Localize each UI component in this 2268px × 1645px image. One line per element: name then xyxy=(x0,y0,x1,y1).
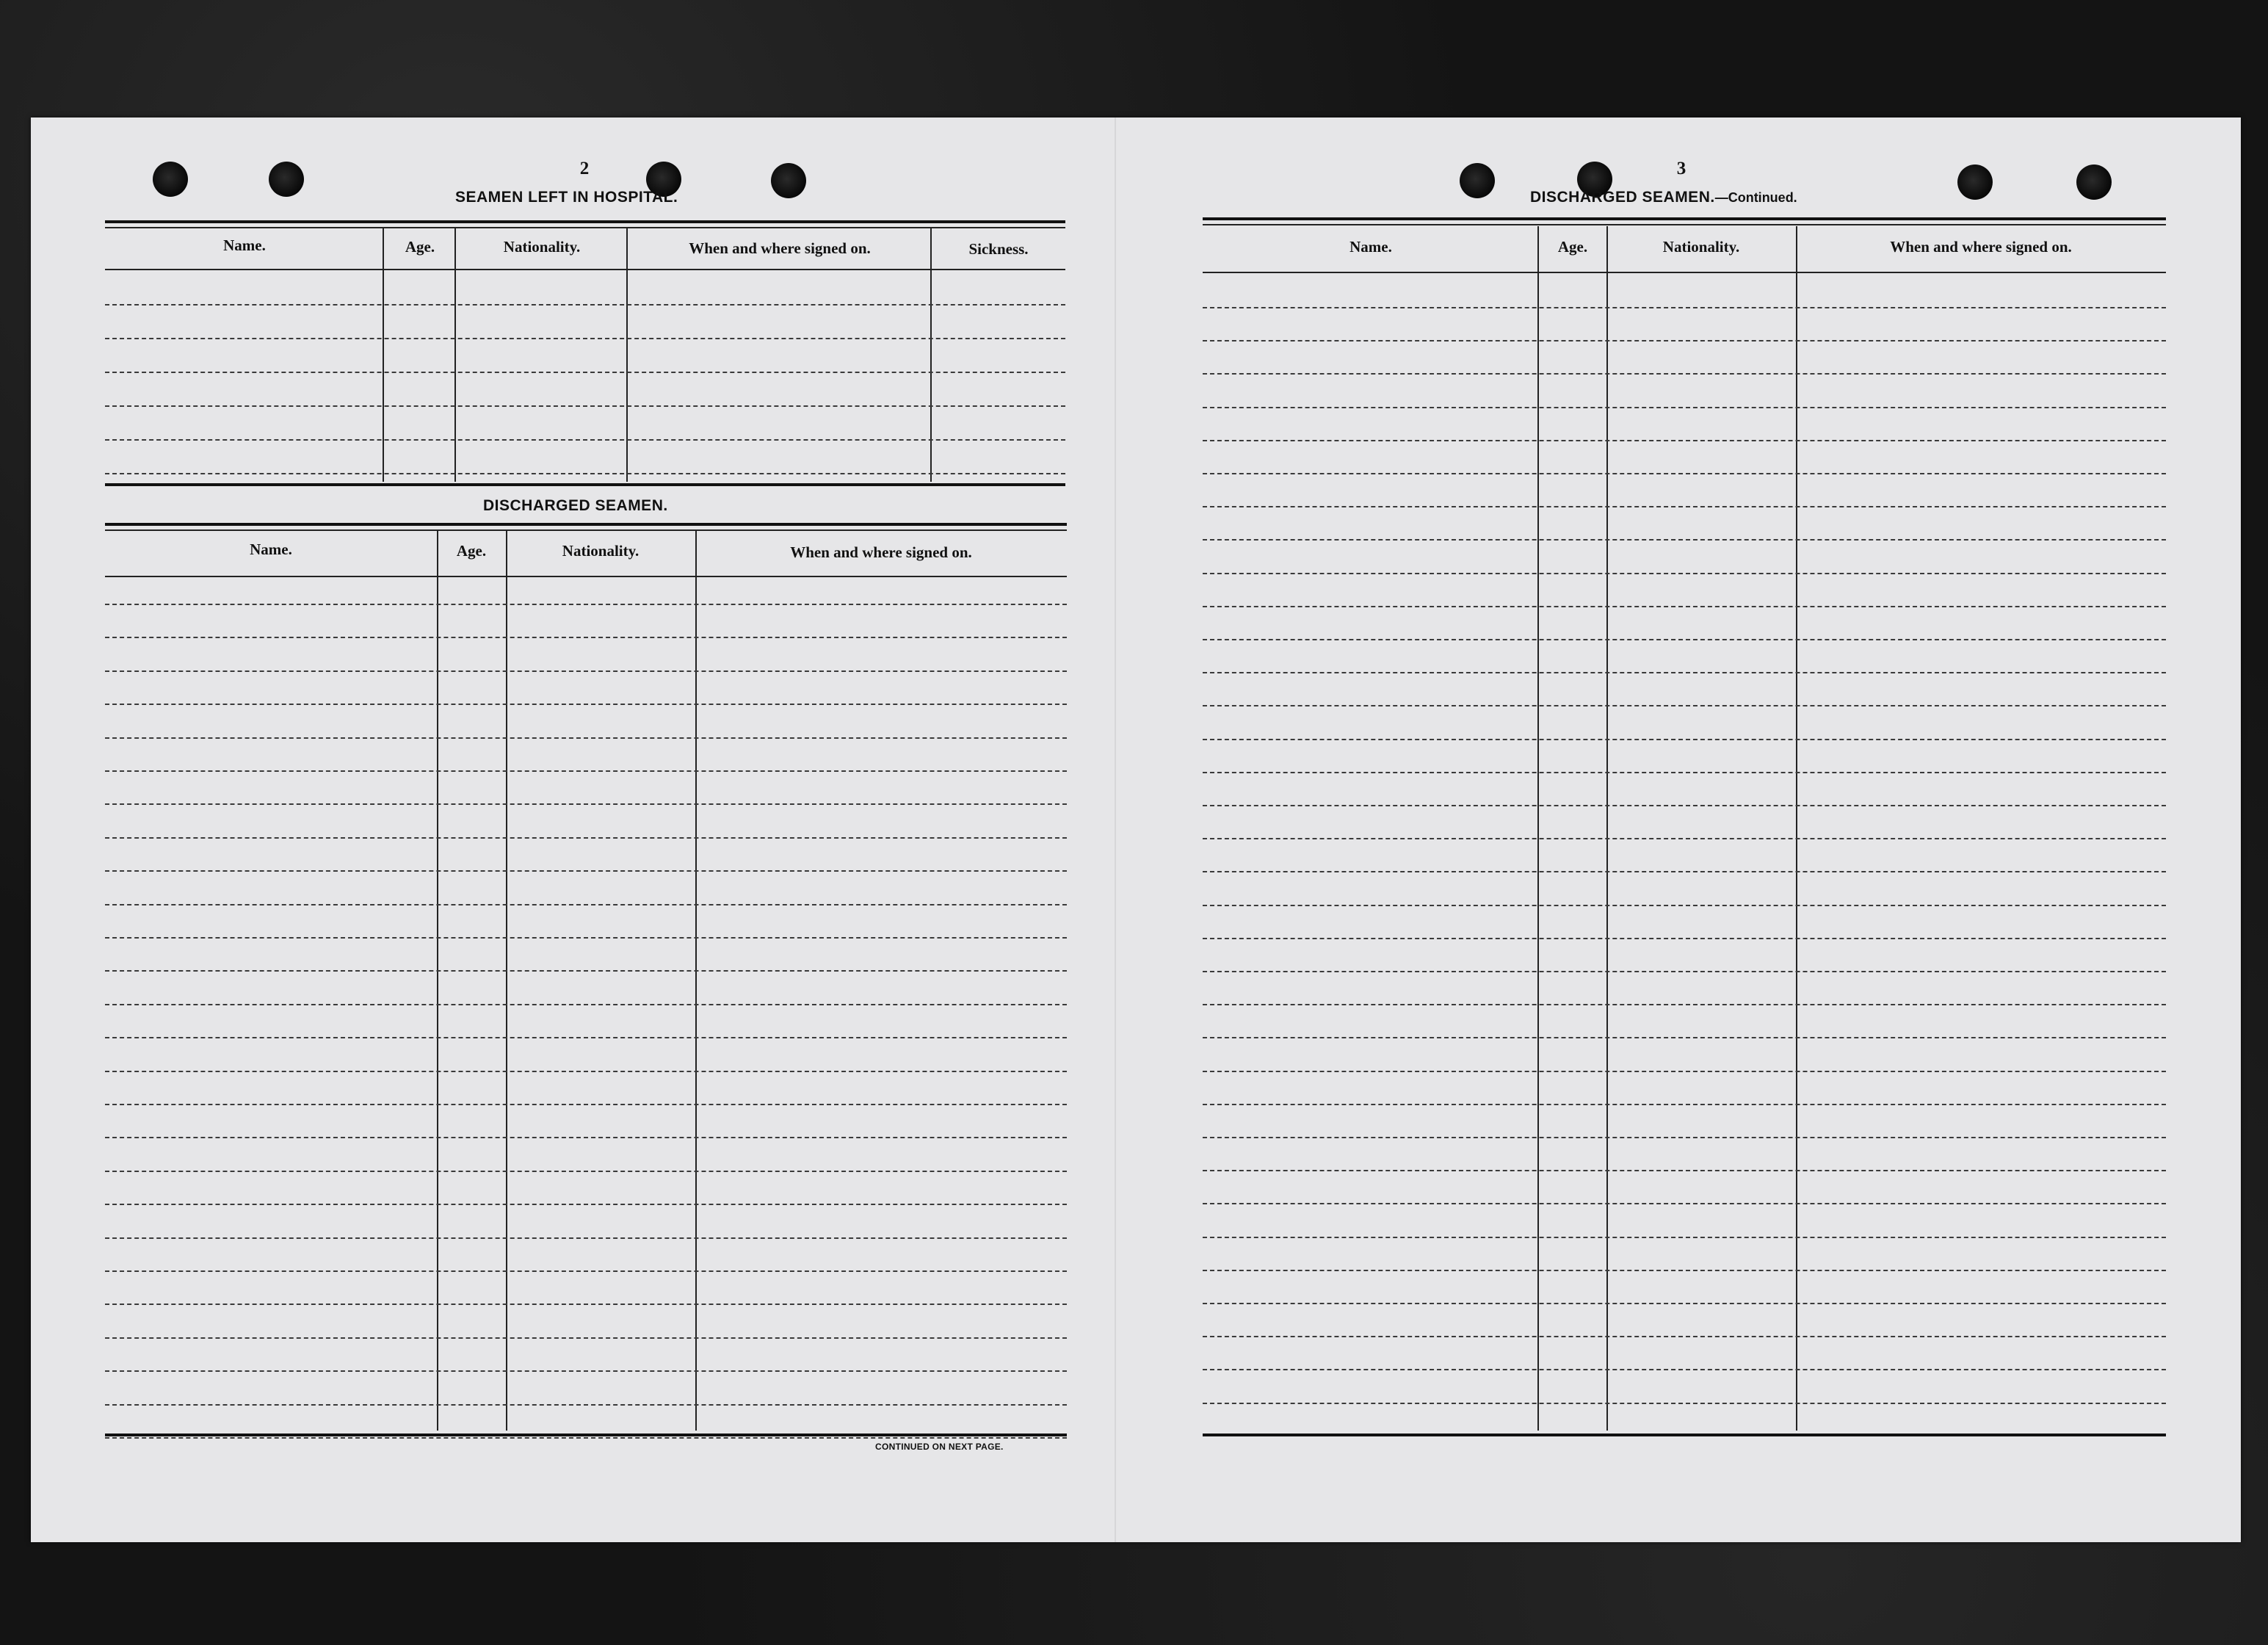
entry-row-line xyxy=(1203,871,2166,872)
entry-row-line xyxy=(1203,905,2166,906)
hospital-col-age: Age. xyxy=(405,238,435,256)
entry-row-line xyxy=(1203,971,2166,972)
entry-row-line xyxy=(1203,1237,2166,1238)
entry-row-line xyxy=(1203,573,2166,574)
hospital-row-line xyxy=(105,372,1065,373)
entry-row-line xyxy=(1203,606,2166,607)
hospital-col-nationality: Nationality. xyxy=(503,238,581,256)
table-top-rule-inner xyxy=(1203,224,2166,225)
entry-row-line xyxy=(105,604,1067,605)
entry-row-line xyxy=(105,1237,1067,1239)
discharged-continued-title-suffix: —Continued. xyxy=(1714,190,1797,205)
continued-col-nationality: Nationality. xyxy=(1662,238,1740,256)
hospital-header-rule xyxy=(105,269,1065,270)
entry-row-line xyxy=(1203,672,2166,673)
continued-col-name: Name. xyxy=(1349,238,1392,256)
discharged-col-signed-on: When and where signed on. xyxy=(790,543,972,561)
entry-row-line xyxy=(1203,1203,2166,1204)
entry-row-line xyxy=(105,770,1067,772)
entry-row-line xyxy=(1203,373,2166,375)
entry-row-line xyxy=(105,637,1067,638)
entry-row-line xyxy=(1203,805,2166,806)
discharged-header-rule xyxy=(105,576,1067,577)
continued-bottom-rule xyxy=(1203,1434,2166,1436)
discharged-bottom-rule xyxy=(105,1434,1067,1436)
continued-col-signed-on: When and where signed on. xyxy=(1890,238,2072,256)
entry-row-line xyxy=(1203,1170,2166,1171)
entry-row-line xyxy=(1203,307,2166,308)
entry-row-line xyxy=(1203,1369,2166,1370)
punch-hole-7 xyxy=(1957,164,1993,200)
page-fold xyxy=(1115,118,1116,1542)
entry-row-line xyxy=(105,803,1067,805)
continued-header-rule xyxy=(1203,272,2166,273)
entry-row-line xyxy=(1203,506,2166,507)
hospital-row-line xyxy=(105,304,1065,306)
entry-row-line xyxy=(105,704,1067,705)
table-top-rule xyxy=(105,523,1067,526)
entry-row-line xyxy=(105,1404,1067,1406)
discharged-table-right xyxy=(1203,217,2166,1439)
entry-row-line xyxy=(105,1204,1067,1205)
entry-row-line xyxy=(1203,705,2166,706)
entry-row-line xyxy=(1203,1004,2166,1005)
discharged-continued-title-main: DISCHARGED SEAMEN. xyxy=(1530,189,1715,206)
discharged-divider-1 xyxy=(437,530,438,1431)
entry-row-line xyxy=(105,670,1067,672)
punch-hole-2 xyxy=(269,162,304,197)
continued-note: CONTINUED ON NEXT PAGE. xyxy=(875,1442,1004,1452)
entry-row-line xyxy=(105,1270,1067,1272)
entry-row-line xyxy=(105,937,1067,939)
entry-row-line xyxy=(1203,938,2166,939)
entry-row-line xyxy=(1203,1037,2166,1038)
discharged-table-left xyxy=(105,523,1067,1438)
left-page-number: 2 xyxy=(579,159,590,178)
hospital-divider-4 xyxy=(930,228,932,482)
hospital-bottom-rule xyxy=(105,483,1065,486)
discharged-continued-title xyxy=(1530,189,1797,206)
discharged-col-name: Name. xyxy=(250,540,292,558)
entry-row-line xyxy=(105,1370,1067,1372)
hospital-row-line xyxy=(105,405,1065,407)
discharged-section-title: DISCHARGED SEAMEN. xyxy=(483,497,668,514)
hospital-table xyxy=(105,220,1065,489)
table-top-rule xyxy=(105,220,1065,223)
entry-row-line xyxy=(1203,1104,2166,1105)
hospital-divider-1 xyxy=(383,228,384,482)
discharged-divider-2 xyxy=(506,530,507,1431)
punch-hole-8 xyxy=(2076,164,2112,200)
right-page-number: 3 xyxy=(1676,159,1686,178)
entry-row-line xyxy=(1203,772,2166,773)
entry-row-line xyxy=(105,1171,1067,1172)
hospital-col-sickness: Sickness. xyxy=(968,240,1029,258)
entry-row-line xyxy=(1203,739,2166,740)
discharged-divider-3 xyxy=(695,530,697,1431)
entry-row-line xyxy=(1203,340,2166,341)
entry-row-line xyxy=(1203,1071,2166,1072)
table-top-rule-inner xyxy=(105,227,1065,228)
entry-row-line xyxy=(1203,1303,2166,1304)
entry-row-line xyxy=(105,1004,1067,1005)
entry-row-line xyxy=(105,970,1067,972)
entry-row-line xyxy=(1203,639,2166,640)
table-top-rule-inner xyxy=(105,529,1067,531)
hospital-divider-3 xyxy=(626,228,628,482)
hospital-divider-2 xyxy=(454,228,456,482)
hospital-col-name: Name. xyxy=(223,236,266,254)
punch-hole-1 xyxy=(153,162,188,197)
punch-hole-4 xyxy=(771,163,806,198)
hospital-row-line xyxy=(105,439,1065,441)
entry-row-line xyxy=(105,837,1067,839)
hospital-section-title: SEAMEN LEFT IN HOSPITAL. xyxy=(455,189,678,206)
continued-col-age: Age. xyxy=(1557,238,1588,256)
entry-row-line xyxy=(1203,1270,2166,1271)
entry-row-line xyxy=(105,1437,1067,1439)
entry-row-line xyxy=(105,1137,1067,1138)
entry-row-line xyxy=(1203,407,2166,408)
entry-row-line xyxy=(105,870,1067,872)
entry-row-line xyxy=(105,1104,1067,1105)
entry-row-line xyxy=(105,1304,1067,1305)
entry-row-line xyxy=(1203,473,2166,474)
entry-row-line xyxy=(105,904,1067,905)
entry-row-line xyxy=(1203,539,2166,540)
hospital-col-signed-on: When and where signed on. xyxy=(689,239,871,257)
entry-row-line xyxy=(1203,1336,2166,1337)
entry-row-line xyxy=(105,737,1067,739)
hospital-row-line xyxy=(105,338,1065,339)
table-top-rule xyxy=(1203,217,2166,220)
entry-row-line xyxy=(1203,1137,2166,1138)
entry-row-line xyxy=(1203,1403,2166,1404)
entry-row-line xyxy=(1203,440,2166,441)
entry-row-line xyxy=(105,1337,1067,1339)
discharged-col-age: Age. xyxy=(456,542,487,560)
hospital-row-line xyxy=(105,473,1065,474)
entry-row-line xyxy=(105,1071,1067,1072)
discharged-col-nationality: Nationality. xyxy=(562,542,640,560)
punch-hole-5 xyxy=(1460,163,1495,198)
entry-row-line xyxy=(105,1037,1067,1038)
entry-row-line xyxy=(1203,838,2166,839)
